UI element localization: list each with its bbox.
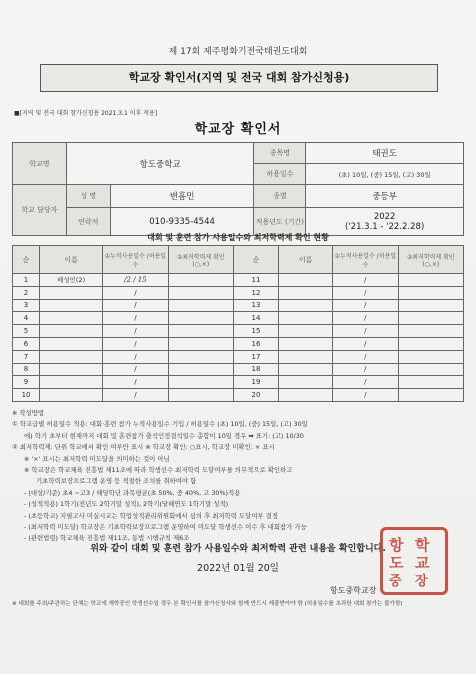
note-line: - (초등학교) 지필고사 미실시교는 학업성적관리위원회에서 심의 후 최저학력 도달여부 결정 <box>24 511 278 520</box>
section-title: 대회 및 훈련 참가 사용일수와 최저학력제 확인 현황 <box>147 233 329 242</box>
table-row <box>13 286 464 299</box>
grade-check <box>398 337 463 350</box>
stamp-char: 중 <box>389 574 402 589</box>
used-days: / <box>103 325 168 338</box>
grade-check <box>168 363 233 376</box>
used-days: / <box>103 286 168 299</box>
grade-check <box>168 389 233 402</box>
grade-check <box>168 299 233 312</box>
athlete-name <box>40 337 103 350</box>
roster-table <box>12 245 464 402</box>
period-label: 적용년도 (기간) <box>254 208 306 236</box>
used-days: / <box>333 325 398 338</box>
grade-check <box>168 325 233 338</box>
school-label: 학교명 <box>13 143 67 185</box>
table-row <box>13 274 464 287</box>
col-name-2: 이름 <box>279 246 333 274</box>
athlete-name <box>40 376 103 389</box>
athlete-name <box>279 376 333 389</box>
athlete-name <box>279 389 333 402</box>
used-days: / <box>333 312 398 325</box>
used-days: / <box>103 312 168 325</box>
note-line: ※ '×' 표시는 최저학력 미도달을 의미하는 것이 아님 <box>24 454 170 463</box>
row-number: 18 <box>233 363 278 376</box>
note-line: - (성적적용) 1학기(전년도 2학기말 성적), 2학기(당해연도 1학기말 성적) <box>24 500 229 509</box>
note-line: - (대상/기준) 초4 ~고3 / 해당학년 과목평균(초 50%, 중 40%, 고 30%)적용 <box>24 488 241 497</box>
athlete-name <box>40 350 103 363</box>
used-days: / <box>333 389 398 402</box>
event-title: 제 17회 제주평화기전국태권도대회 <box>168 47 308 57</box>
contact-label: 연락처 <box>66 208 110 236</box>
athlete-name <box>40 299 103 312</box>
grade-check <box>168 312 233 325</box>
row-number: 4 <box>13 312 40 325</box>
school-seal-stamp <box>380 527 448 595</box>
application-note: ■[지역 및 전국 대회 참가신청용 2021.3.1 이후 적용] <box>14 110 158 117</box>
col-no-2: 순 <box>233 246 278 274</box>
col-name: 이름 <box>40 246 103 274</box>
athlete-name <box>279 363 333 376</box>
athlete-name <box>279 312 333 325</box>
note-line: ※ 작성방법 <box>12 409 45 417</box>
grade-check <box>168 376 233 389</box>
used-days: / <box>103 337 168 350</box>
grade-check <box>398 376 463 389</box>
grade-check <box>168 274 233 287</box>
grade-check <box>398 274 463 287</box>
period-range: ('21.3.1 - '22.2.28) <box>345 221 425 232</box>
sport-value: 태권도 <box>306 143 464 164</box>
stamp-char: 교 <box>415 554 430 572</box>
athlete-name <box>40 312 103 325</box>
used-days: / <box>333 363 398 376</box>
athlete-name <box>279 337 333 350</box>
teacher-name-value: 변흠민 <box>110 185 254 208</box>
grade-check <box>398 286 463 299</box>
row-number: 9 <box>13 376 40 389</box>
athlete-name <box>40 389 103 402</box>
grade-check <box>168 286 233 299</box>
used-days: /2 / 15 <box>103 274 168 287</box>
row-number: 2 <box>13 286 40 299</box>
used-days: / <box>333 299 398 312</box>
used-days: / <box>333 286 398 299</box>
stamp-char: 학 <box>415 536 430 554</box>
grade-check <box>398 363 463 376</box>
table-row <box>13 337 464 350</box>
athlete-name <box>279 274 333 287</box>
school-value: 항도중학교 <box>66 143 254 185</box>
document-box-title: 학교장 확인서(지역 및 전국 대회 참가신청용) <box>40 64 438 92</box>
row-number: 5 <box>13 325 40 338</box>
used-days: / <box>333 350 398 363</box>
note-line: - (관련법령) 학교체육 진흥법 제11조, 동법 시행규칙 제6조 <box>24 534 190 543</box>
stamp-char: 항 <box>389 536 404 554</box>
athlete-name: 배성민(2) <box>40 274 103 287</box>
sport-label: 종목명 <box>254 143 306 164</box>
grade-check <box>398 312 463 325</box>
row-number: 16 <box>233 337 278 350</box>
grade-check <box>398 325 463 338</box>
stamp-char: 도 <box>389 554 404 572</box>
used-days: / <box>103 299 168 312</box>
col-grade: ②최저학력제 확인(○,×) <box>168 246 233 274</box>
footnote: ※ 대회를 주최/주관하는 단체는 학교에 재학중인 학생선수일 경우 본 확인서를 참가신청서와 함께 반드시 제출받아야 함 (허용일수를 초과한 대회 참가는 불가함) <box>12 601 403 607</box>
athlete-name <box>40 363 103 376</box>
row-number: 17 <box>233 350 278 363</box>
athlete-name <box>279 286 333 299</box>
table-row <box>13 350 464 363</box>
row-number: 7 <box>13 350 40 363</box>
teacher-label: 학교 담당자 <box>13 185 67 236</box>
row-number: 12 <box>233 286 278 299</box>
note-line: 에) 학기 초부터 현재까지 대회 및 훈련참가 출석인정결석일수 총합이 10일 경우 ➡ 표기: (고) 10/30 <box>24 431 304 440</box>
row-number: 14 <box>233 312 278 325</box>
allowed-days-label: 허용일수 <box>254 164 306 185</box>
table-row <box>13 389 464 402</box>
used-days: / <box>103 350 168 363</box>
grade-check <box>168 337 233 350</box>
note-line: ※ 학교장은 학교체육 진흥법 제11조에 따라 학생선수 최저학력 도달여부를 의무적으로 확인하고 <box>24 466 293 475</box>
grade-check <box>168 350 233 363</box>
row-number: 20 <box>233 389 278 402</box>
used-days: / <box>103 376 168 389</box>
allowed-days-value: (초) 10일, (중) 15일, (고) 30일 <box>306 164 464 185</box>
row-number: 3 <box>13 299 40 312</box>
row-number: 1 <box>13 274 40 287</box>
document-title: 학교장 확인서 <box>194 122 282 137</box>
athlete-name <box>40 325 103 338</box>
table-row <box>13 312 464 325</box>
used-days: / <box>103 389 168 402</box>
athlete-name <box>279 350 333 363</box>
used-days: / <box>103 363 168 376</box>
issue-date: 2022년 01월 20일 <box>197 563 279 574</box>
grade-check <box>398 389 463 402</box>
note-line: 기초학력보장프로그램 운영 등 적절한 조치를 취하여야 함 <box>36 477 197 486</box>
grade-check <box>398 299 463 312</box>
table-row <box>13 325 464 338</box>
division-label: 종별 <box>254 185 306 208</box>
used-days: / <box>333 337 398 350</box>
grade-check <box>398 350 463 363</box>
row-number: 6 <box>13 337 40 350</box>
row-number: 11 <box>233 274 278 287</box>
name-label: 성 명 <box>66 185 110 208</box>
contact-value: 010-9335-4544 <box>110 208 254 236</box>
col-days: ①누적사용일수 /허용일수 <box>103 246 168 274</box>
athlete-name <box>279 325 333 338</box>
row-number: 8 <box>13 363 40 376</box>
note-line: ② 최저학력제: 단위 학교에서 확인 여부만 표시 ※ 학교장 확인: ○표시, 학교장 미확인: × 표시 <box>12 443 275 452</box>
writing-instructions <box>12 408 464 545</box>
athlete-name <box>279 299 333 312</box>
period-year: 2022 <box>373 211 396 222</box>
note-line: ① 학교급별 허용일수 적용: 대회·훈련 참가 누적사용일수 기입 / 허용일수 (초) 10일, (중) 15일, (고) 30일 <box>12 420 308 429</box>
athlete-name <box>40 286 103 299</box>
used-days: / <box>333 274 398 287</box>
col-no: 순 <box>13 246 40 274</box>
stamp-char: 장 <box>415 574 428 589</box>
roster-header-row <box>13 246 464 274</box>
col-grade-2: ②최저학력제 확인(○,×) <box>398 246 463 274</box>
col-days-2: ①누적사용일수 /허용일수 <box>333 246 398 274</box>
principal-signature: 항도중학교장 <box>330 586 377 595</box>
row-number: 15 <box>233 325 278 338</box>
division-value: 중등부 <box>306 185 464 208</box>
school-info-table <box>12 142 464 236</box>
confirmation-statement: 위와 같이 대회 및 훈련 참가 사용일수와 최저학력 관련 내용을 확인합니다. <box>90 544 386 554</box>
note-line: - (최저학력 미도달) 학교장은 기초학력보장프로그램 운영하여 미도달 학생선수 이수 후 대회참가 가능 <box>24 523 307 532</box>
table-row <box>13 376 464 389</box>
row-number: 19 <box>233 376 278 389</box>
table-row <box>13 363 464 376</box>
row-number: 10 <box>13 389 40 402</box>
table-row <box>13 299 464 312</box>
row-number: 13 <box>233 299 278 312</box>
used-days: / <box>333 376 398 389</box>
